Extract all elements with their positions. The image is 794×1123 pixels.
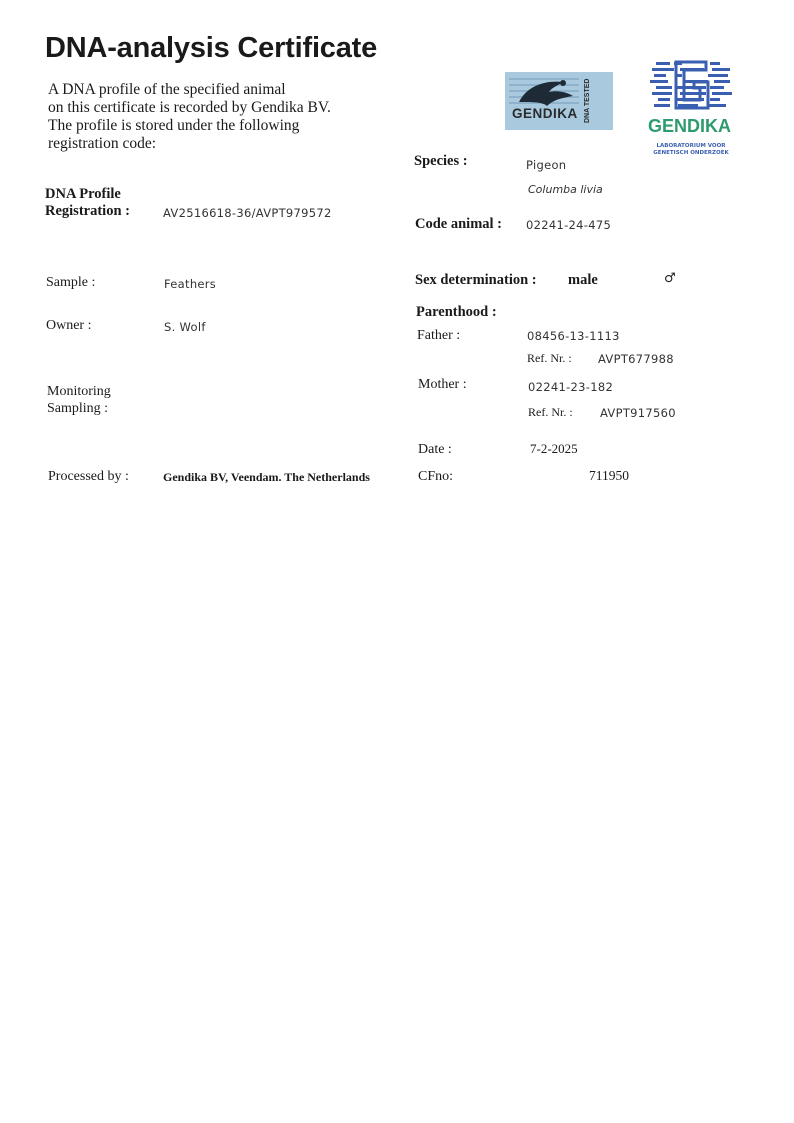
logo-sub-line: GENETISCH ONDERZOEK [653, 150, 729, 156]
species-label: Species : [414, 153, 468, 169]
mother-label: Mother : [418, 377, 467, 392]
date-label: Date : [418, 442, 452, 457]
logo-sub-line: LABORATORIUM VOOR [656, 143, 726, 149]
owner-label: Owner : [46, 318, 92, 333]
processed-by-label: Processed by : [48, 469, 129, 484]
dna-profile-label: DNA Profile [45, 186, 121, 202]
badge-brand: GENDIKA [512, 106, 578, 121]
mother-ref-label: Ref. Nr. : [528, 405, 573, 419]
father-ref-value: AVPT677988 [598, 352, 674, 366]
page-title: DNA-analysis Certificate [45, 32, 378, 64]
processed-by-company: Gendika BV, Veendam. The Netherlands [163, 470, 370, 484]
dna-tested-badge [505, 72, 613, 130]
processed-by-value [163, 470, 370, 485]
sex-determination-label: Sex determination : [415, 272, 537, 288]
mother-value: 02241-23-182 [528, 380, 614, 394]
intro-line: A DNA profile of the specified animal [48, 81, 286, 98]
sex-value: male [568, 272, 598, 288]
sample-value: Feathers [164, 277, 217, 291]
intro-text [48, 81, 378, 153]
sample-label: Sample : [46, 275, 96, 290]
code-animal-label: Code animal : [415, 216, 502, 232]
pigeon-icon [505, 72, 613, 130]
registration-value: AV2516618-36/AVPT979572 [163, 206, 332, 220]
sampling-label: Sampling : [47, 401, 109, 416]
cfno-label: CFno: [418, 469, 454, 484]
intro-line: The profile is stored under the following [48, 117, 300, 134]
species-common: Pigeon [526, 158, 567, 172]
gendika-logo-icon [650, 58, 734, 117]
logo-name: GENDIKA [648, 116, 732, 136]
cfno-value: 711950 [589, 468, 629, 483]
male-symbol-icon: ♂ [664, 271, 676, 286]
species-latin: Columba livia [528, 183, 603, 196]
badge-tag: DNA TESTED [584, 78, 591, 124]
monitoring-label: Monitoring [47, 384, 111, 399]
registration-label: Registration : [45, 203, 130, 219]
code-animal-value: 02241-24-475 [526, 218, 612, 232]
date-value: 7-2-2025 [530, 441, 578, 456]
father-ref-label: Ref. Nr. : [527, 351, 572, 365]
parenthood-label: Parenthood : [416, 304, 497, 320]
owner-value: S. Wolf [164, 320, 206, 334]
intro-line: registration code: [48, 135, 157, 152]
logo-subtitle [650, 143, 732, 157]
father-value: 08456-13-1113 [527, 329, 620, 343]
intro-line: on this certificate is recorded by Gendika BV. [48, 99, 331, 116]
mother-ref-value: AVPT917560 [600, 406, 676, 420]
father-label: Father : [417, 328, 461, 343]
